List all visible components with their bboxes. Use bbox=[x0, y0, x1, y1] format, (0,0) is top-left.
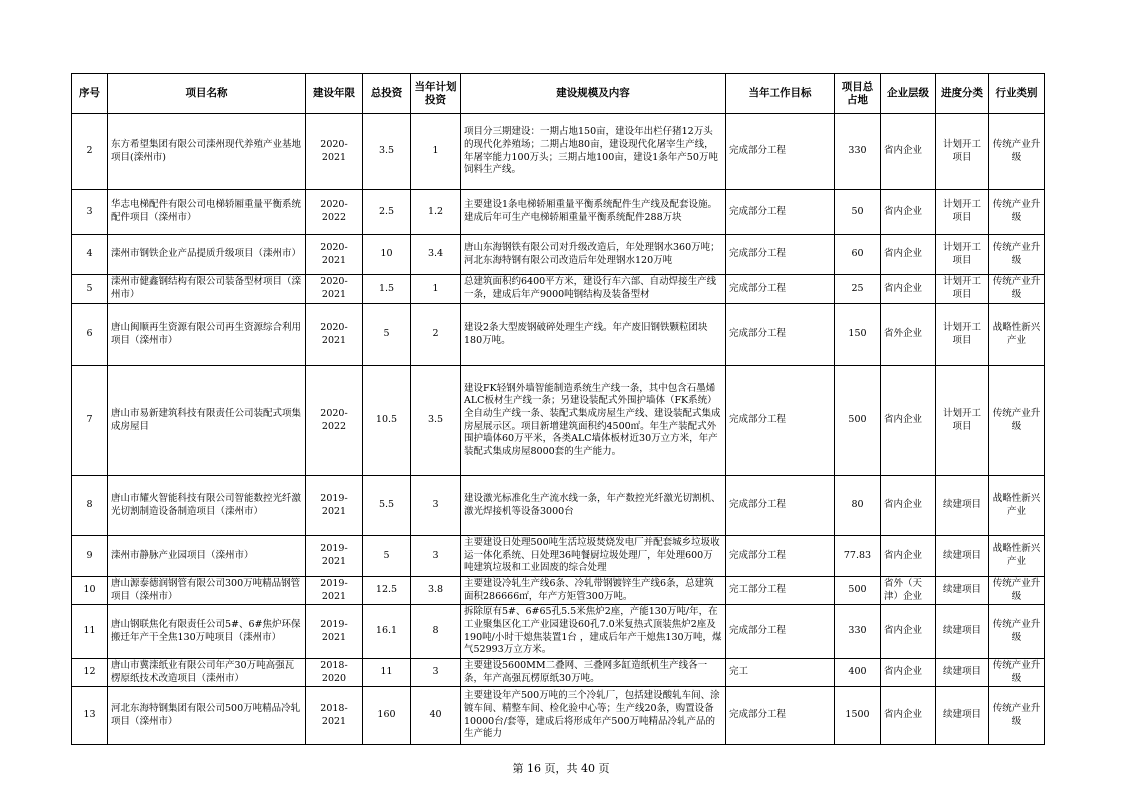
cell-scope: 唐山东海钢铁有限公司对升级改造后，年处理钢水360万吨；河北东海特钢有限公司改造后年处理钢水120万吨 bbox=[461, 235, 726, 275]
cell-industry: 战略性新兴产业 bbox=[989, 536, 1045, 577]
cell-name: 东方希望集团有限公司滦州现代养殖产业基地项目(滦州市) bbox=[108, 114, 306, 190]
cell-progress: 计划开工项目 bbox=[936, 304, 989, 366]
cell-scope: 总建筑面积约6400平方米，建设行车六部、自动焊接生产线一条，建成后年产9000吨钢结构及装备型材 bbox=[461, 275, 726, 304]
cell-total: 3.5 bbox=[363, 114, 411, 190]
cell-total: 160 bbox=[363, 687, 411, 745]
cell-area: 330 bbox=[835, 605, 881, 659]
cell-total: 10.5 bbox=[363, 366, 411, 476]
cell-name: 河北东海特钢集团有限公司500万吨精品冷轧项目（滦州市） bbox=[108, 687, 306, 745]
cell-progress: 续建项目 bbox=[936, 577, 989, 605]
cell-industry: 传统产业升级 bbox=[989, 687, 1045, 745]
cell-name: 滦州市钢铁企业产品提质升级项目（滦州市） bbox=[108, 235, 306, 275]
cell-plan: 3.5 bbox=[411, 366, 461, 476]
cell-years: 2020-2022 bbox=[306, 190, 363, 235]
cell-goal: 完成部分工程 bbox=[726, 114, 835, 190]
cell-plan: 3 bbox=[411, 659, 461, 687]
cell-goal: 完成部分工程 bbox=[726, 366, 835, 476]
cell-years: 2019-2021 bbox=[306, 536, 363, 577]
cell-scope: 项目分三期建设：一期占地150亩，建设年出栏仔猪12万头的现代化养殖场；二期占地80亩，建设现代化屠宰生产线，年屠宰能力100万头；三期占地100亩，建设1条年产50万吨饲料生产线。 bbox=[461, 114, 726, 190]
cell-total: 16.1 bbox=[363, 605, 411, 659]
cell-level: 省内企业 bbox=[881, 659, 936, 687]
cell-scope: 拆除原有5#、6#65孔5.5米焦炉2座，产能130万吨/年，在工业聚集区化工产业园建设60孔7.0米复热式顶装焦炉2座及190吨/小时干熄焦装置1台 ，建成后年产干熄焦130万吨，煤气52993万立方米。 bbox=[461, 605, 726, 659]
cell-total: 11 bbox=[363, 659, 411, 687]
table-header-row bbox=[72, 74, 1045, 114]
table-row bbox=[72, 304, 1045, 366]
cell-scope: 主要建设1条电梯轿厢重量平衡系统配件生产线及配套设施。建成后年可生产电梯轿厢重量平衡系统配件288万块 bbox=[461, 190, 726, 235]
cell-area: 500 bbox=[835, 366, 881, 476]
cell-plan: 3.4 bbox=[411, 235, 461, 275]
cell-goal: 完成部分工程 bbox=[726, 476, 835, 536]
cell-no: 8 bbox=[72, 476, 108, 536]
cell-industry: 传统产业升级 bbox=[989, 114, 1045, 190]
cell-progress: 续建项目 bbox=[936, 536, 989, 577]
cell-no: 6 bbox=[72, 304, 108, 366]
cell-years: 2019-2021 bbox=[306, 605, 363, 659]
table-row bbox=[72, 687, 1045, 745]
cell-years: 2020-2021 bbox=[306, 114, 363, 190]
header-progress: 进度分类 bbox=[936, 74, 989, 114]
cell-industry: 传统产业升级 bbox=[989, 275, 1045, 304]
table-row bbox=[72, 114, 1045, 190]
cell-plan: 3 bbox=[411, 536, 461, 577]
table-row bbox=[72, 536, 1045, 577]
cell-goal: 完成部分工程 bbox=[726, 190, 835, 235]
cell-total: 5 bbox=[363, 304, 411, 366]
cell-name: 唐山市易新建筑科技有限责任公司装配式项集成房屋目 bbox=[108, 366, 306, 476]
header-goal: 当年工作目标 bbox=[726, 74, 835, 114]
cell-years: 2020-2021 bbox=[306, 304, 363, 366]
cell-name: 唐山钢联焦化有限责任公司5#、6#焦炉环保搬迁年产干全焦130万吨项目（滦州市） bbox=[108, 605, 306, 659]
cell-level: 省外（天津）企业 bbox=[881, 577, 936, 605]
cell-area: 400 bbox=[835, 659, 881, 687]
cell-level: 省内企业 bbox=[881, 275, 936, 304]
cell-scope: 主要建设5600MM二叠网、三叠网多缸造纸机生产线各一条，年产高强瓦楞原纸30万吨。 bbox=[461, 659, 726, 687]
cell-name: 唐山市耀火智能科技有限公司智能数控光纤激光切割制造设备制造项目（滦州市） bbox=[108, 476, 306, 536]
cell-level: 省外企业 bbox=[881, 304, 936, 366]
header-years: 建设年限 bbox=[306, 74, 363, 114]
cell-industry: 传统产业升级 bbox=[989, 366, 1045, 476]
cell-level: 省内企业 bbox=[881, 114, 936, 190]
cell-scope: 主要建设年产500万吨的三个冷轧厂，包括建设酸轧车间、涂镀车间、精整车间、检化验中心等；生产线20条，购置设备10000台/套等，建成后将形成年产500万吨精品冷轧产品的生产能力 bbox=[461, 687, 726, 745]
cell-no: 9 bbox=[72, 536, 108, 577]
cell-area: 50 bbox=[835, 190, 881, 235]
table-row bbox=[72, 659, 1045, 687]
table-row bbox=[72, 235, 1045, 275]
cell-progress: 计划开工项目 bbox=[936, 235, 989, 275]
cell-goal: 完成部分工程 bbox=[726, 536, 835, 577]
table-row bbox=[72, 275, 1045, 304]
cell-progress: 计划开工项目 bbox=[936, 114, 989, 190]
cell-area: 330 bbox=[835, 114, 881, 190]
cell-area: 500 bbox=[835, 577, 881, 605]
cell-name: 唐山源泰德润钢管有限公司300万吨精品钢管项目（滦州市） bbox=[108, 577, 306, 605]
cell-no: 2 bbox=[72, 114, 108, 190]
header-no: 序号 bbox=[72, 74, 108, 114]
cell-years: 2018-2020 bbox=[306, 659, 363, 687]
cell-progress: 计划开工项目 bbox=[936, 275, 989, 304]
cell-plan: 40 bbox=[411, 687, 461, 745]
cell-plan: 1.2 bbox=[411, 190, 461, 235]
project-table bbox=[71, 73, 1045, 745]
cell-level: 省内企业 bbox=[881, 366, 936, 476]
cell-level: 省内企业 bbox=[881, 687, 936, 745]
cell-area: 77.83 bbox=[835, 536, 881, 577]
cell-total: 10 bbox=[363, 235, 411, 275]
cell-plan: 3.8 bbox=[411, 577, 461, 605]
cell-scope: 建设2条大型废钢破碎处理生产线。年产废旧钢铁颗粒团块180万吨。 bbox=[461, 304, 726, 366]
cell-industry: 战略性新兴产业 bbox=[989, 304, 1045, 366]
cell-total: 1.5 bbox=[363, 275, 411, 304]
cell-level: 省内企业 bbox=[881, 190, 936, 235]
cell-goal: 完成部分工程 bbox=[726, 235, 835, 275]
cell-years: 2020-2021 bbox=[306, 275, 363, 304]
cell-years: 2020-2021 bbox=[306, 235, 363, 275]
table-row bbox=[72, 190, 1045, 235]
cell-level: 省内企业 bbox=[881, 476, 936, 536]
header-name: 项目名称 bbox=[108, 74, 306, 114]
cell-area: 150 bbox=[835, 304, 881, 366]
cell-plan: 1 bbox=[411, 114, 461, 190]
header-level: 企业层级 bbox=[881, 74, 936, 114]
table-row bbox=[72, 577, 1045, 605]
cell-progress: 续建项目 bbox=[936, 605, 989, 659]
table-row bbox=[72, 476, 1045, 536]
cell-progress: 续建项目 bbox=[936, 659, 989, 687]
cell-progress: 计划开工项目 bbox=[936, 190, 989, 235]
cell-name: 华志电梯配件有限公司电梯轿厢重量平衡系统配件项目（滦州市） bbox=[108, 190, 306, 235]
cell-years: 2019-2021 bbox=[306, 476, 363, 536]
cell-no: 7 bbox=[72, 366, 108, 476]
cell-plan: 2 bbox=[411, 304, 461, 366]
cell-industry: 传统产业升级 bbox=[989, 577, 1045, 605]
cell-plan: 8 bbox=[411, 605, 461, 659]
cell-progress: 续建项目 bbox=[936, 476, 989, 536]
cell-progress: 计划开工项目 bbox=[936, 366, 989, 476]
header-plan: 当年计划投资 bbox=[411, 74, 461, 114]
cell-no: 3 bbox=[72, 190, 108, 235]
header-scope: 建设规模及内容 bbox=[461, 74, 726, 114]
cell-no: 10 bbox=[72, 577, 108, 605]
cell-no: 5 bbox=[72, 275, 108, 304]
cell-total: 5.5 bbox=[363, 476, 411, 536]
cell-scope: 主要建设冷轧生产线6条、冷轧带钢镀锌生产线6条，总建筑面积286666㎡，年产方矩管300万吨。 bbox=[461, 577, 726, 605]
cell-name: 唐山闽顺再生资源有限公司再生资源综合利用项目（滦州市） bbox=[108, 304, 306, 366]
cell-industry: 传统产业升级 bbox=[989, 605, 1045, 659]
cell-scope: 建设激光标准化生产流水线一条，年产数控光纤激光切割机、激光焊接机等设备3000台 bbox=[461, 476, 726, 536]
table-row bbox=[72, 605, 1045, 659]
header-total: 总投资 bbox=[363, 74, 411, 114]
cell-scope: 主要建设日处理500吨生活垃圾焚烧发电厂并配套城乡垃圾收运一体化系统、日处理36吨餐厨垃圾处理厂，年处理600万吨建筑垃圾和工业固废的综合处理 bbox=[461, 536, 726, 577]
cell-industry: 传统产业升级 bbox=[989, 659, 1045, 687]
cell-area: 60 bbox=[835, 235, 881, 275]
header-industry: 行业类别 bbox=[989, 74, 1045, 114]
page-footer: 第 16 页，共 40 页 bbox=[512, 762, 610, 775]
cell-area: 80 bbox=[835, 476, 881, 536]
header-area: 项目总占地 bbox=[835, 74, 881, 114]
cell-level: 省内企业 bbox=[881, 605, 936, 659]
cell-area: 1500 bbox=[835, 687, 881, 745]
cell-level: 省内企业 bbox=[881, 536, 936, 577]
cell-scope: 建设FK轻钢外墙智能制造系统生产线一条，其中包含石墨烯ALC板材生产线一条；另建设装配式外围护墙体（FK系统）全自动生产线一条、装配式集成房屋生产线、建设装配式集成房屋展示区。项目新增建筑面积约4500㎡。年生产装配式外围护墙体60万平米，各类ALC墙体板材近30万立方米，年产装配式集成房屋8000套的生产能力。 bbox=[461, 366, 726, 476]
cell-goal: 完工 bbox=[726, 659, 835, 687]
table-row bbox=[72, 366, 1045, 476]
cell-goal: 完成部分工程 bbox=[726, 304, 835, 366]
cell-industry: 传统产业升级 bbox=[989, 190, 1045, 235]
cell-name: 唐山市冀滦纸业有限公司年产30万吨高强瓦楞原纸技术改造项目（滦州市） bbox=[108, 659, 306, 687]
cell-goal: 完成部分工程 bbox=[726, 605, 835, 659]
cell-no: 11 bbox=[72, 605, 108, 659]
cell-no: 13 bbox=[72, 687, 108, 745]
cell-years: 2018-2021 bbox=[306, 687, 363, 745]
cell-level: 省内企业 bbox=[881, 235, 936, 275]
cell-plan: 3 bbox=[411, 476, 461, 536]
cell-total: 5 bbox=[363, 536, 411, 577]
cell-goal: 完成部分工程 bbox=[726, 275, 835, 304]
cell-goal: 完工部分工程 bbox=[726, 577, 835, 605]
cell-name: 滦州市静脉产业园项目（滦州市） bbox=[108, 536, 306, 577]
cell-name: 滦州市健鑫钢结构有限公司装备型材项目（滦州市） bbox=[108, 275, 306, 304]
cell-industry: 传统产业升级 bbox=[989, 235, 1045, 275]
cell-years: 2020-2022 bbox=[306, 366, 363, 476]
cell-plan: 1 bbox=[411, 275, 461, 304]
cell-total: 12.5 bbox=[363, 577, 411, 605]
cell-progress: 续建项目 bbox=[936, 687, 989, 745]
cell-no: 4 bbox=[72, 235, 108, 275]
cell-goal: 完成部分工程 bbox=[726, 687, 835, 745]
cell-total: 2.5 bbox=[363, 190, 411, 235]
cell-area: 25 bbox=[835, 275, 881, 304]
cell-industry: 战略性新兴产业 bbox=[989, 476, 1045, 536]
cell-years: 2019-2021 bbox=[306, 577, 363, 605]
cell-no: 12 bbox=[72, 659, 108, 687]
